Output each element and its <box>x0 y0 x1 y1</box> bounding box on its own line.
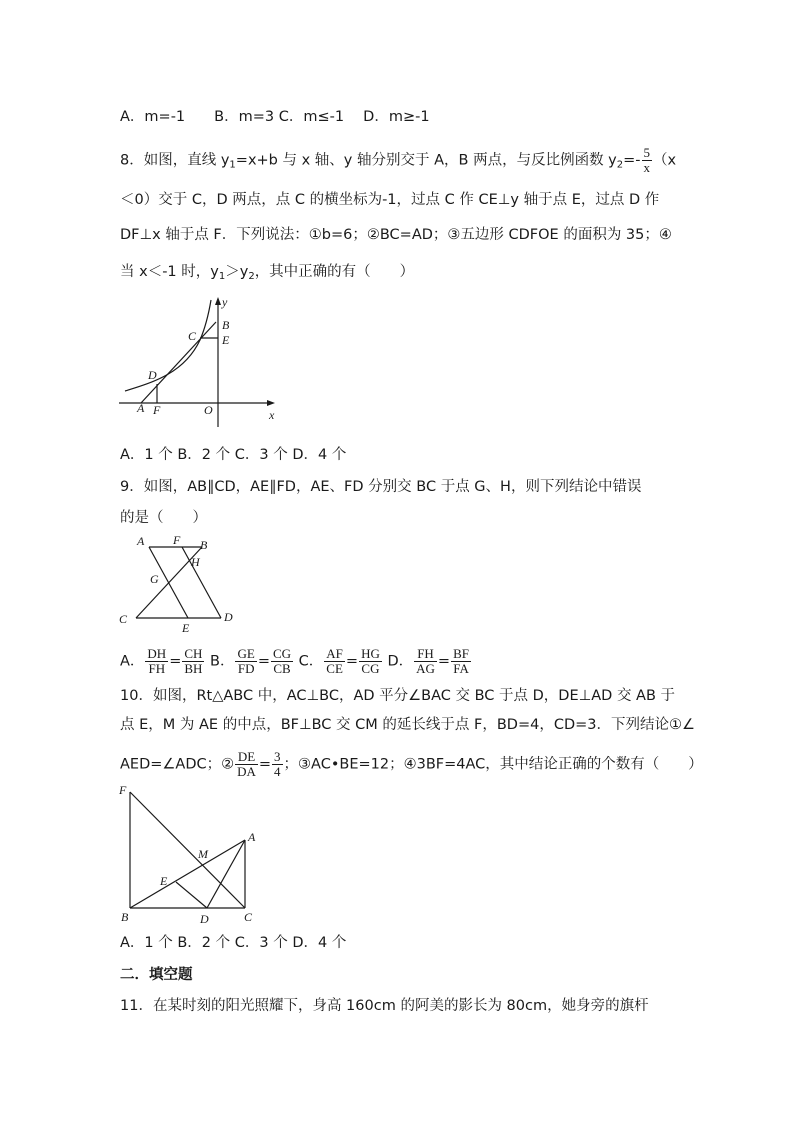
label-c: C <box>188 329 197 343</box>
label-f: F <box>119 783 127 797</box>
frac-den: AG <box>416 661 435 676</box>
q10-text: ；③AC•BE=12；④3BF=4AC，其中结论正确的个数有（ ） <box>283 756 703 773</box>
q8-text: 8．如图，直线 y <box>120 152 230 169</box>
frac-num: DH <box>147 646 167 661</box>
q9-option-c-label: C． <box>298 653 324 670</box>
label-a: A <box>137 401 145 415</box>
frac-den: x <box>643 160 651 175</box>
label-y: y <box>222 295 228 309</box>
label-h: H <box>191 555 200 569</box>
frac-num: 3 <box>274 749 281 764</box>
segment-fd <box>182 547 221 618</box>
q9-frac-c1 <box>324 647 345 676</box>
label-x: x <box>269 408 275 422</box>
frac-den: BH <box>184 661 203 676</box>
frac-num: 5 <box>643 145 651 160</box>
q8-fraction <box>642 146 653 175</box>
q10-frac-2 <box>272 750 283 779</box>
q8-sub: 2 <box>616 159 624 171</box>
q8-line-4 <box>120 262 414 287</box>
label-g: G <box>150 572 159 586</box>
label-d: D <box>200 912 209 926</box>
label-c: C <box>244 910 253 924</box>
x-axis-arrow <box>267 400 275 406</box>
label-b: B <box>121 910 129 924</box>
label-e: E <box>222 333 230 347</box>
q8-sub: 1 <box>218 271 226 282</box>
q7-options: A．m=-1 B．m=3 C．m≤-1 D．m≥-1 <box>120 109 430 125</box>
q10-frac-1 <box>235 750 258 779</box>
line-ab <box>141 322 216 403</box>
q9-figure <box>115 532 245 636</box>
label-d: D <box>148 368 157 382</box>
label-c: C <box>119 612 128 626</box>
frac-num: HG <box>361 646 380 661</box>
frac-num: DE <box>235 750 258 765</box>
frac-den: FD <box>237 661 255 676</box>
q8-sub: 2 <box>248 271 255 282</box>
section-2-heading: 二．填空题 <box>120 967 193 983</box>
q8-text: ，其中正确的有（ ） <box>254 264 415 280</box>
frac-num: CH <box>184 646 203 661</box>
q9-frac-b2 <box>271 647 293 676</box>
q9-frac-a1 <box>145 647 168 676</box>
equals: = <box>258 756 272 773</box>
segment-ad <box>207 840 245 908</box>
q9-line-2: 的是（ ） <box>120 510 207 526</box>
equals: = <box>437 653 451 670</box>
q9-frac-c2 <box>359 647 382 676</box>
y-axis-arrow <box>215 297 221 305</box>
frac-num: BF <box>453 646 469 661</box>
frac-den: CB <box>273 661 291 676</box>
label-a: A <box>248 830 256 844</box>
q9-frac-d1 <box>414 647 437 676</box>
q9-option-a-label: A． <box>120 653 145 670</box>
q9-frac-d2 <box>451 647 471 676</box>
q10-text: AED=∠ADC；② <box>120 756 235 773</box>
q10-line-3 <box>120 750 703 779</box>
q8-sub: 1 <box>229 159 236 171</box>
equals: = <box>169 653 182 670</box>
frac-den: 4 <box>274 764 281 779</box>
frac-num: AF <box>326 646 343 661</box>
q8-text: ＞y <box>225 264 249 280</box>
q10-figure <box>112 780 262 930</box>
q8-text: 当 x＜-1 时，y <box>120 264 219 280</box>
q8-text: =- <box>623 152 641 169</box>
label-o: O <box>204 403 213 417</box>
label-a: A <box>137 534 145 548</box>
frac-num: FH <box>414 647 437 662</box>
frac-den: FA <box>453 661 469 676</box>
q8-line-2: ＜0）交于 C，D 两点，点 C 的横坐标为-1，过点 C 作 CE⊥y 轴于点 E，过点 D 作 <box>120 192 660 208</box>
q8-line-3: DF⊥x 轴于点 F．下列说法：①b=6；②BC=AD；③五边形 CDFOE 的面积为 35；④ <box>120 227 672 243</box>
frac-num: CG <box>272 646 292 661</box>
label-d: D <box>224 610 233 624</box>
q9-frac-a2 <box>182 647 204 676</box>
frac-num: GE <box>237 646 255 661</box>
hyperbola-curve <box>125 300 211 391</box>
equals: = <box>257 653 270 670</box>
frac-den: CE <box>326 661 343 676</box>
q10-options: A．1 个 B．2 个 C．3 个 D．4 个 <box>120 935 347 951</box>
label-f: F <box>173 533 181 547</box>
equals: = <box>345 653 359 670</box>
q9-frac-b1 <box>235 647 256 676</box>
label-b: B <box>200 538 208 552</box>
q9-option-d-label: D． <box>387 653 414 670</box>
q8-figure <box>115 292 285 430</box>
frac-den: FH <box>148 661 166 676</box>
q9-line-1: 9．如图，AB∥CD，AE∥FD，AE、FD 分别交 BC 于点 G、H，则下列结论中错误 <box>120 479 642 495</box>
frac-den: CG <box>361 661 380 676</box>
frac-den: DA <box>237 764 256 779</box>
q9-option-b-label: B． <box>210 653 235 670</box>
q8-options: A．1 个 B．2 个 C．3 个 D．4 个 <box>120 447 347 463</box>
q11-line-1: 11．在某时刻的阳光照耀下，身高 160cm 的阿美的影长为 80cm，她身旁的旗杆 <box>120 998 649 1014</box>
q8-line-1 <box>120 146 676 176</box>
label-f: F <box>153 403 161 417</box>
q10-line-2: 点 E，M 为 AE 的中点，BF⊥BC 交 CM 的延长线于点 F，BD=4，CD=3．下列结论①∠ <box>120 717 695 733</box>
label-b: B <box>222 318 230 332</box>
label-e: E <box>182 621 190 635</box>
q8-text: （x <box>653 152 677 169</box>
q8-text: =x+b 与 x 轴、y 轴分别交于 A，B 两点，与反比例函数 y <box>235 152 617 169</box>
label-e: E <box>160 874 168 888</box>
label-m: M <box>198 847 208 861</box>
q9-options <box>120 647 472 676</box>
q10-line-1: 10．如图，Rt△ABC 中，AC⊥BC，AD 平分∠BAC 交 BC 于点 D，DE⊥AD 交 AB 于 <box>120 688 676 704</box>
segment-de <box>176 882 207 908</box>
